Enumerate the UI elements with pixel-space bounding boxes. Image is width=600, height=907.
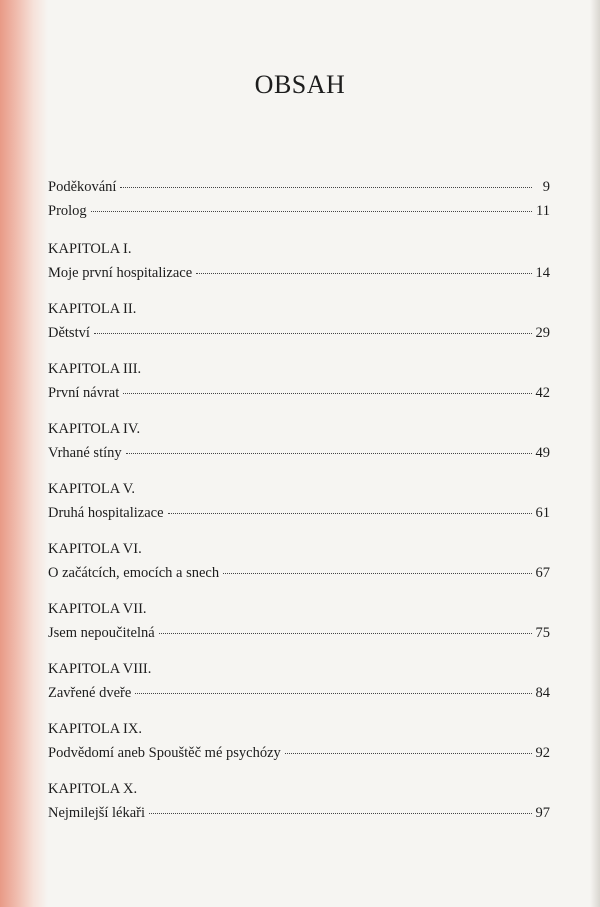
toc-entry[interactable] bbox=[48, 381, 550, 405]
dot-leader bbox=[120, 186, 532, 188]
toc-entry-label: Poděkování bbox=[48, 179, 117, 195]
toc-entry[interactable] bbox=[48, 175, 550, 199]
toc-entry-label: O začátcích, emocích a snech bbox=[48, 565, 220, 581]
toc-entry[interactable] bbox=[48, 681, 550, 705]
toc-entry-label: Moje první hospitalizace bbox=[48, 265, 193, 281]
toc-page-number: 29 bbox=[535, 325, 550, 341]
page-right-edge bbox=[590, 0, 600, 907]
chapter-heading: KAPITOLA I. bbox=[48, 241, 132, 257]
toc-page-number: 49 bbox=[535, 445, 550, 461]
toc-entry[interactable] bbox=[48, 441, 550, 465]
toc-entry[interactable] bbox=[48, 501, 550, 525]
toc-entry-label: Vrhané stíny bbox=[48, 445, 122, 461]
toc-page-number: 97 bbox=[535, 805, 550, 821]
toc-page-number: 11 bbox=[536, 203, 550, 219]
dot-leader bbox=[196, 272, 531, 274]
toc-entry-label: Podvědomí aneb Spouštěč mé psychózy bbox=[48, 745, 281, 761]
chapter-heading: KAPITOLA V. bbox=[48, 481, 136, 497]
toc-entry[interactable] bbox=[48, 561, 550, 585]
dot-leader bbox=[159, 632, 532, 634]
toc-entry[interactable] bbox=[48, 199, 550, 223]
toc-page-number: 92 bbox=[535, 745, 550, 761]
toc-entry-label: Nejmilejší lékaři bbox=[48, 805, 146, 821]
toc-entry[interactable] bbox=[48, 741, 550, 765]
chapter-heading: KAPITOLA II. bbox=[48, 301, 137, 317]
chapter-heading: KAPITOLA III. bbox=[48, 361, 142, 377]
dot-leader bbox=[223, 572, 531, 574]
toc-entry[interactable] bbox=[48, 621, 550, 645]
toc-entry[interactable] bbox=[48, 261, 550, 285]
dot-leader bbox=[285, 752, 532, 754]
table-of-contents bbox=[48, 175, 550, 825]
toc-page-number: 67 bbox=[535, 565, 550, 581]
toc-page-number: 84 bbox=[535, 685, 550, 701]
dot-leader bbox=[135, 692, 531, 694]
toc-page-number: 61 bbox=[535, 505, 550, 521]
chapter-heading: KAPITOLA IX. bbox=[48, 721, 142, 737]
page-edge-stain bbox=[0, 0, 48, 907]
chapter-heading: KAPITOLA VIII. bbox=[48, 661, 152, 677]
toc-entry-label: Druhá hospitalizace bbox=[48, 505, 164, 521]
chapter-heading: KAPITOLA IV. bbox=[48, 421, 141, 437]
dot-leader bbox=[94, 332, 532, 334]
page-title: OBSAH bbox=[254, 70, 346, 99]
toc-entry-label: Prolog bbox=[48, 203, 87, 219]
toc-entry[interactable] bbox=[48, 321, 550, 345]
toc-page-number: 14 bbox=[535, 265, 550, 281]
chapter-heading: KAPITOLA VI. bbox=[48, 541, 142, 557]
dot-leader bbox=[91, 210, 532, 212]
toc-page-number: 42 bbox=[535, 385, 550, 401]
toc-entry-label: Dětství bbox=[48, 325, 90, 341]
toc-entry[interactable] bbox=[48, 801, 550, 825]
chapter-heading: KAPITOLA X. bbox=[48, 781, 138, 797]
toc-entry-label: Zavřené dveře bbox=[48, 685, 132, 701]
chapter-heading: KAPITOLA VII. bbox=[48, 601, 147, 617]
toc-entry-label: První návrat bbox=[48, 385, 120, 401]
dot-leader bbox=[168, 512, 532, 514]
toc-page-number: 9 bbox=[542, 179, 550, 195]
dot-leader bbox=[149, 812, 531, 814]
dot-leader bbox=[126, 452, 532, 454]
toc-page-number: 75 bbox=[535, 625, 550, 641]
dot-leader bbox=[123, 392, 531, 394]
toc-entry-label: Jsem nepoučitelná bbox=[48, 625, 155, 641]
